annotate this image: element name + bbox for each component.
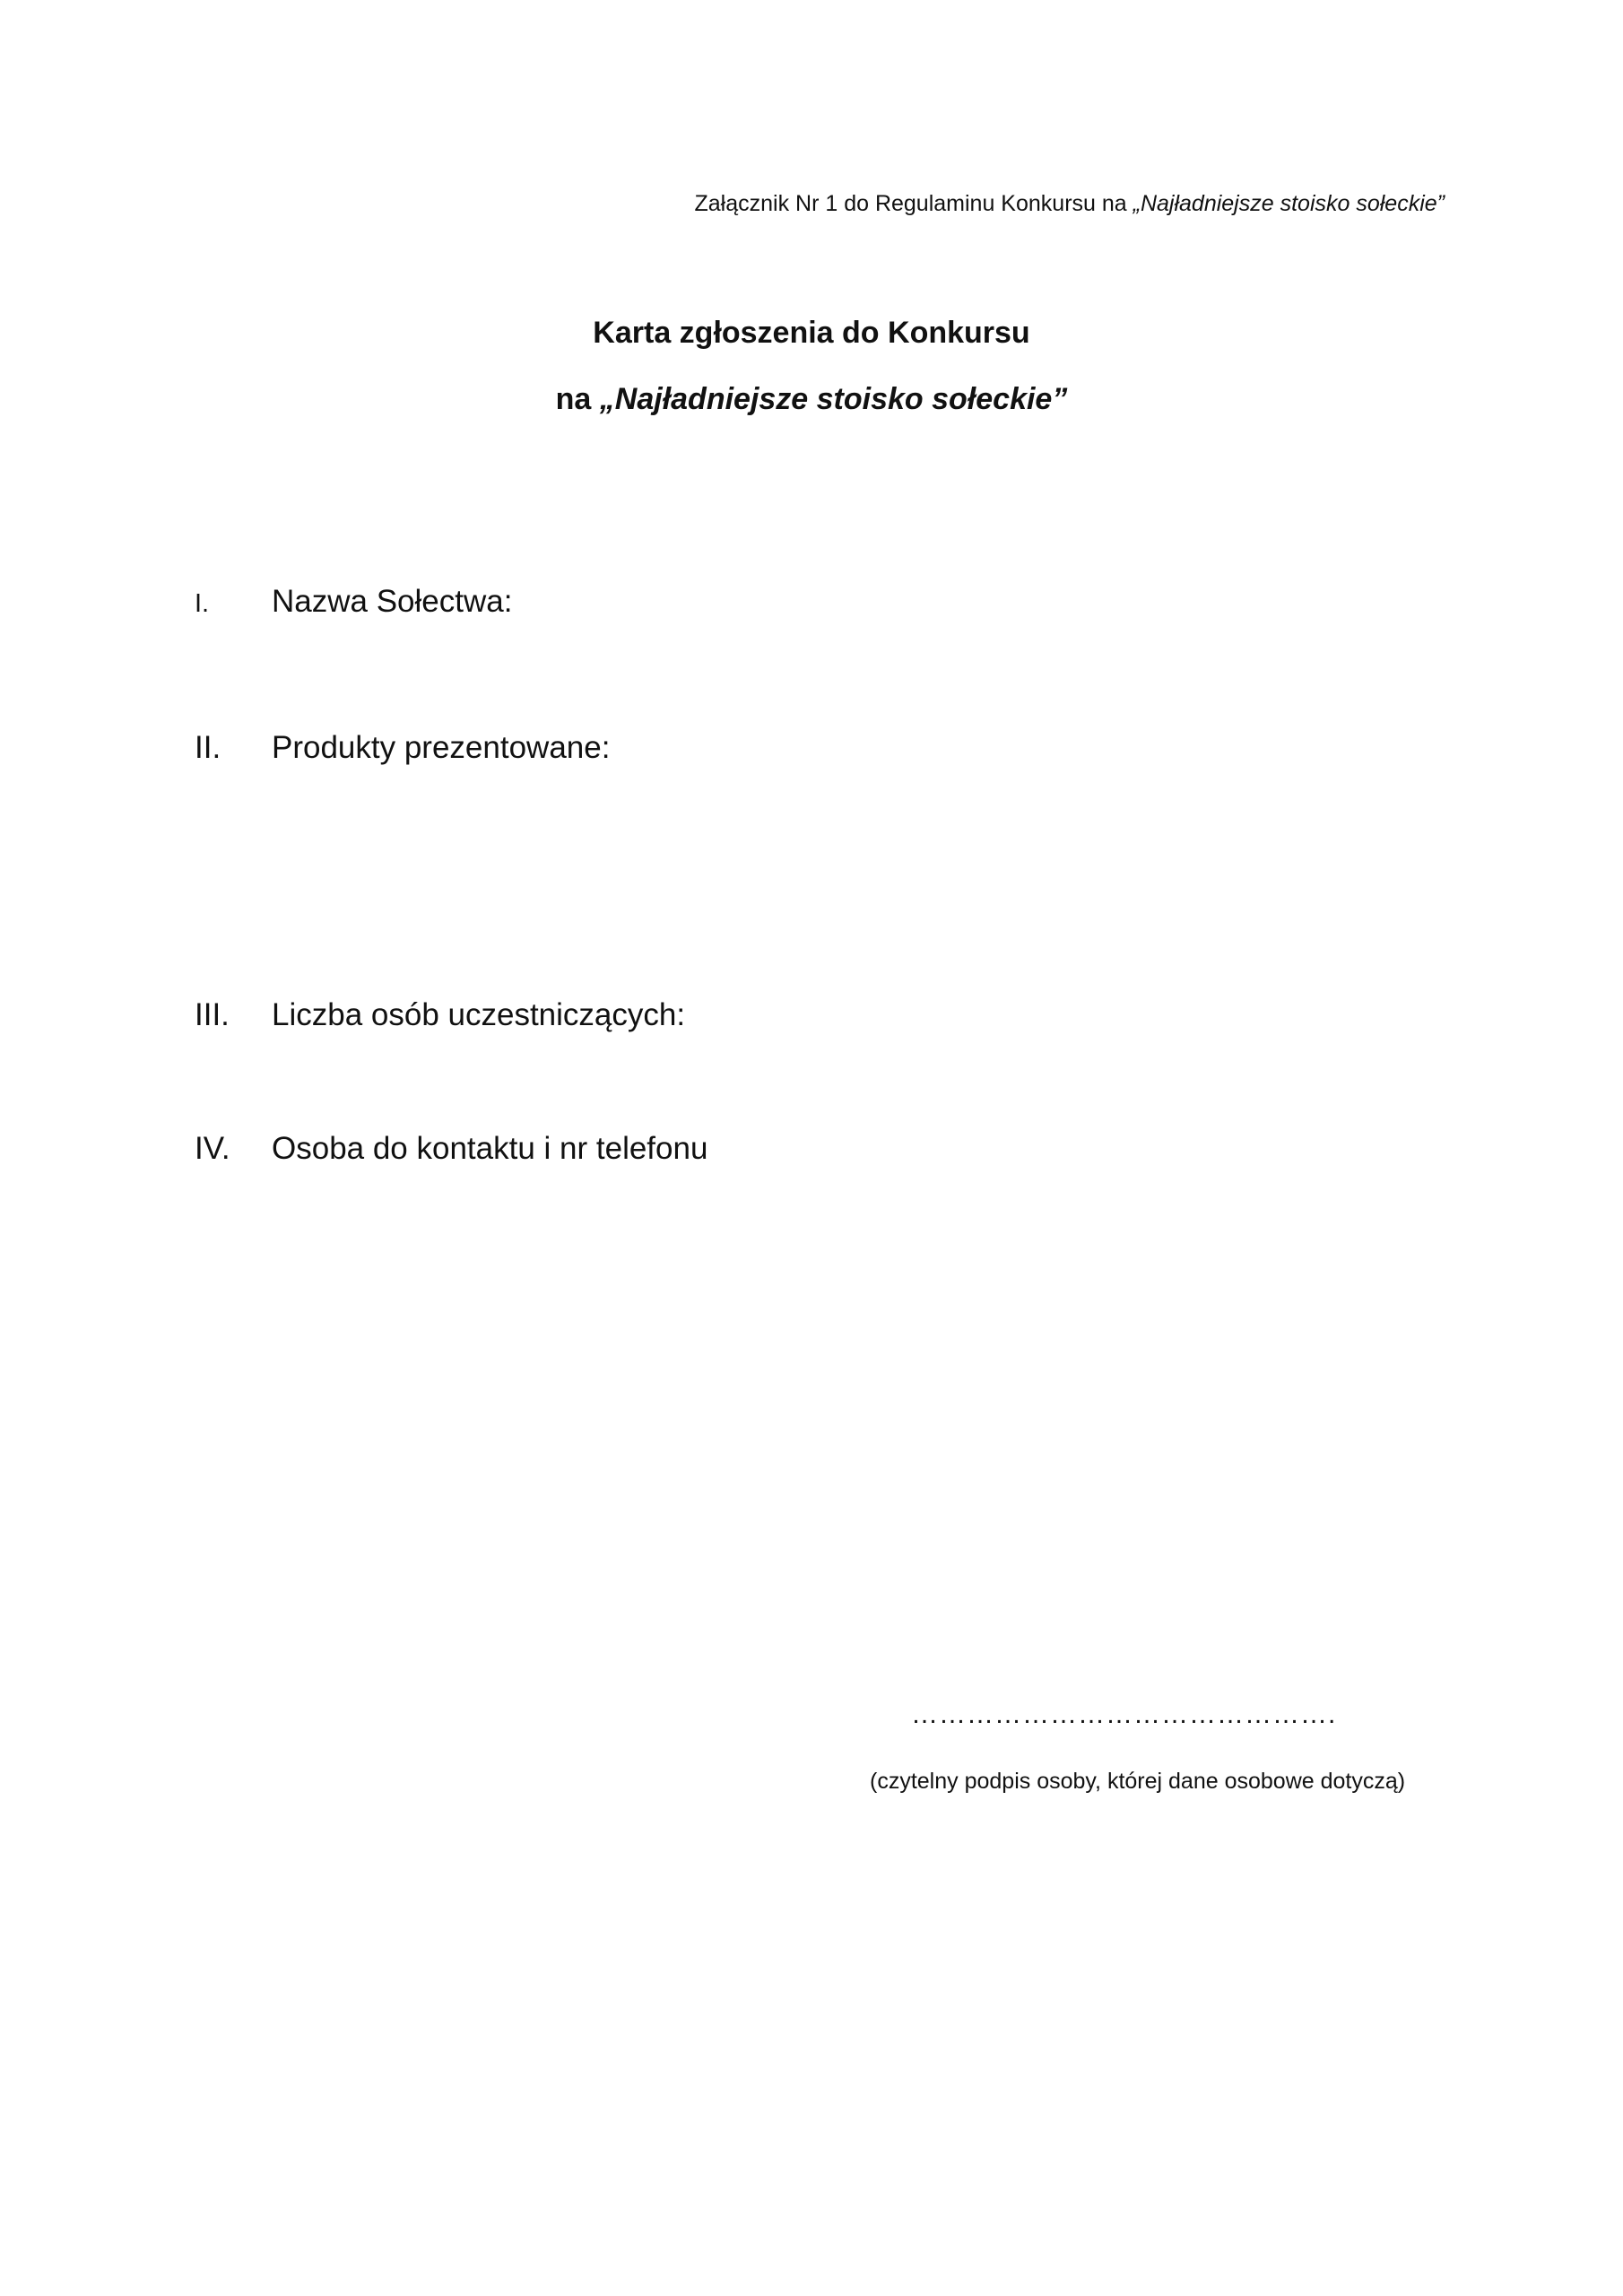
section-village-name: [195, 584, 512, 620]
form-title-contest-name: „Najładniejsze stoisko sołeckie”: [599, 382, 1068, 416]
section-contact-person: [195, 1131, 707, 1167]
form-title-prefix: na: [555, 382, 600, 416]
form-title-line-2: [0, 382, 1623, 417]
section-label: Nazwa Sołectwa:: [272, 584, 513, 619]
signature-caption: (czytelny podpis osoby, której dane osobowe dotyczą): [870, 1769, 1406, 1794]
section-label: Liczba osób uczestniczących:: [272, 997, 686, 1032]
form-title-line-1: Karta zgłoszenia do Konkursu: [593, 316, 1030, 350]
annex-contest-name: „Najładniejsze stoisko sołeckie”: [1133, 191, 1445, 216]
section-number: II.: [195, 730, 221, 765]
annex-prefix: Załącznik Nr 1 do Regulaminu Konkursu na: [694, 191, 1133, 216]
section-label: Osoba do kontaktu i nr telefonu: [272, 1131, 708, 1166]
section-label: Produkty prezentowane:: [272, 730, 611, 765]
section-products: [195, 730, 610, 766]
annex-header: [694, 191, 1445, 217]
section-participants-count: [195, 997, 685, 1033]
section-number: I.: [195, 589, 210, 618]
signature-line: ……………………………………….: [911, 1700, 1337, 1729]
section-number: IV.: [195, 1131, 230, 1166]
section-number: III.: [195, 997, 230, 1032]
